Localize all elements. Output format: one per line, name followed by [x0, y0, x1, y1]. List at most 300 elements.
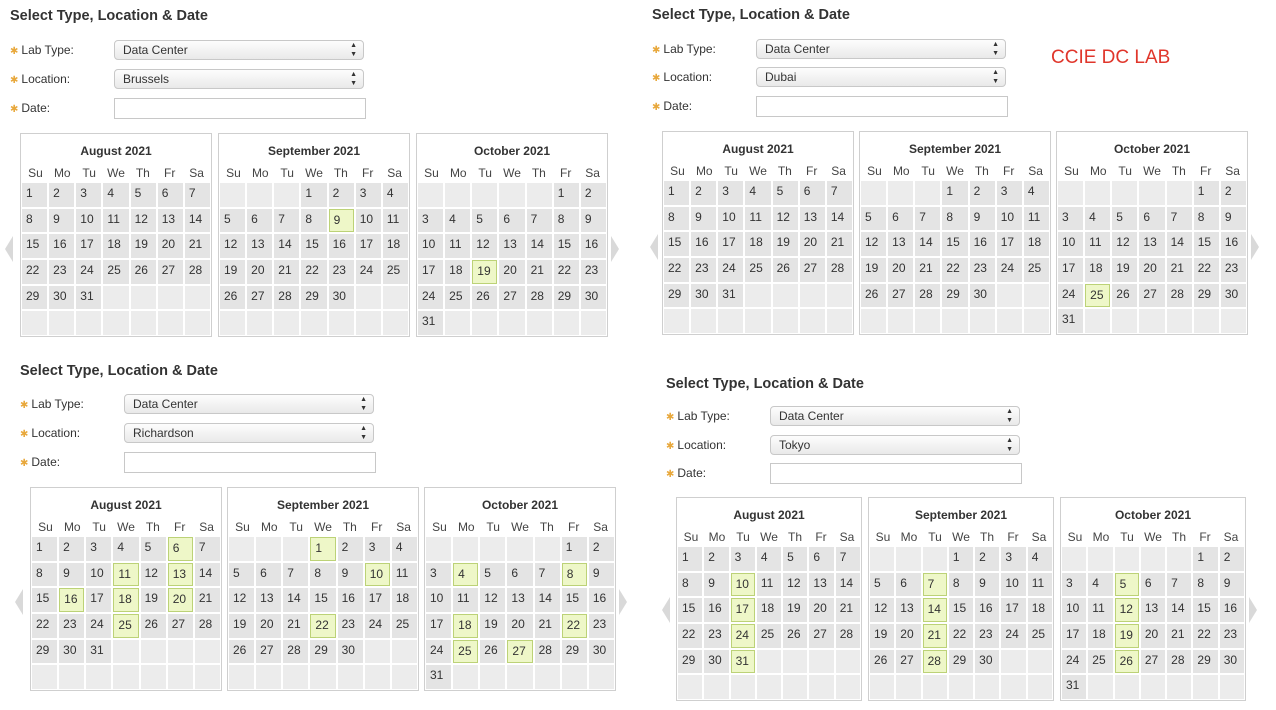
day-cell: 13	[247, 234, 272, 258]
day-cell: 15	[942, 232, 967, 256]
available-day[interactable]: 31	[731, 650, 755, 674]
lab-type-label	[666, 409, 730, 423]
weekday-label: Su	[226, 166, 241, 180]
weekday-label: We	[511, 520, 529, 534]
day-cell: 14	[195, 563, 220, 587]
day-cell: 1	[22, 183, 47, 207]
available-day[interactable]: 5	[1115, 573, 1139, 597]
day-cell: 29	[562, 640, 587, 664]
day-cell: 31	[1058, 309, 1083, 333]
day-cell: 16	[1221, 232, 1246, 256]
empty-day-cell	[915, 181, 940, 205]
day-cell: 29	[1194, 284, 1219, 308]
location-label-text: Location:	[31, 426, 81, 440]
available-day[interactable]: 14	[923, 598, 947, 622]
empty-day-cell	[827, 309, 852, 333]
empty-day-cell	[975, 675, 999, 699]
day-cell: 7	[827, 181, 852, 205]
day-cell: 9	[581, 209, 606, 233]
empty-day-cell	[185, 286, 210, 310]
day-cell: 25	[1024, 258, 1049, 282]
empty-day-cell	[445, 311, 470, 335]
day-cell: 11	[103, 209, 128, 233]
day-cell: 12	[220, 234, 245, 258]
day-cell: 20	[158, 234, 183, 258]
day-cell: 13	[888, 232, 913, 256]
available-day[interactable]: 10	[365, 563, 390, 587]
day-cell: 7	[185, 183, 210, 207]
weekday-label: We	[1143, 164, 1161, 178]
location-select[interactable]	[114, 69, 364, 89]
day-cell: 15	[554, 234, 579, 258]
day-cell: 12	[141, 563, 166, 587]
empty-day-cell	[195, 640, 220, 664]
day-cell: 4	[383, 183, 408, 207]
day-cell: 2	[59, 537, 84, 561]
location-label	[10, 72, 70, 86]
lab-type-value: Data Center	[779, 409, 844, 423]
next-month-arrow-icon[interactable]	[611, 236, 619, 262]
month-title: October 2021	[1114, 508, 1192, 522]
day-cell: 25	[383, 260, 408, 284]
date-input[interactable]	[770, 463, 1022, 484]
day-cell: 4	[757, 547, 781, 571]
weekday-label: Fr	[164, 166, 176, 180]
day-cell: 9	[589, 563, 614, 587]
day-cell: 23	[704, 624, 728, 648]
weekday-header	[32, 520, 220, 536]
available-day[interactable]: 19	[1115, 624, 1139, 648]
day-cell: 21	[185, 234, 210, 258]
day-cell: 13	[896, 598, 920, 622]
available-day[interactable]: 25	[453, 640, 478, 664]
empty-day-cell	[915, 309, 940, 333]
date-label	[652, 99, 692, 113]
day-cell: 27	[809, 624, 833, 648]
empty-day-cell	[664, 309, 689, 333]
available-day[interactable]: 20	[168, 588, 193, 612]
available-day[interactable]: 24	[731, 624, 755, 648]
day-cell: 11	[445, 234, 470, 258]
month-title: October 2021	[481, 498, 559, 512]
day-cell: 27	[1139, 284, 1164, 308]
day-cell: 3	[1001, 547, 1025, 571]
day-cell: 5	[141, 537, 166, 561]
date-label-text: Date:	[21, 101, 51, 115]
weekday-label: Fr	[1007, 530, 1019, 544]
weekday-label: Su	[38, 520, 53, 534]
day-cell: 11	[1085, 232, 1110, 256]
day-cell: 19	[1112, 258, 1137, 282]
day-cell: 12	[773, 207, 798, 231]
available-day[interactable]: 8	[562, 563, 587, 587]
weekday-label: Su	[683, 530, 699, 544]
available-day[interactable]: 22	[310, 614, 335, 638]
empty-day-cell	[383, 286, 408, 310]
day-cell: 24	[997, 258, 1022, 282]
prev-month-arrow-icon[interactable]	[662, 597, 670, 623]
day-cell: 18	[103, 234, 128, 258]
empty-day-cell	[103, 286, 128, 310]
day-cell: 12	[861, 232, 886, 256]
date-input[interactable]	[114, 98, 366, 119]
day-cell: 23	[581, 260, 606, 284]
date-row	[10, 98, 370, 120]
day-cell: 28	[535, 640, 560, 664]
date-input[interactable]	[124, 452, 376, 473]
day-cell: 26	[783, 624, 807, 648]
day-cell: 5	[472, 209, 497, 233]
available-day[interactable]: 18	[453, 614, 478, 638]
weekday-label: We	[952, 530, 970, 544]
day-cell: 26	[229, 640, 254, 664]
date-input[interactable]	[756, 96, 1008, 117]
prev-month-arrow-icon[interactable]	[15, 589, 23, 615]
weekday-label: Th	[145, 520, 160, 534]
day-cell: 2	[338, 537, 363, 561]
day-cell: 29	[32, 640, 57, 664]
day-cell: 20	[888, 258, 913, 282]
day-cell: 22	[554, 260, 579, 284]
weekday-header	[1062, 530, 1244, 546]
available-day[interactable]: 9	[329, 209, 354, 233]
empty-day-cell	[1001, 650, 1025, 674]
day-cell: 28	[195, 614, 220, 638]
required-star-icon: ✱	[10, 46, 19, 57]
location-value: Dubai	[765, 70, 797, 84]
required-star-icon: ✱	[652, 73, 661, 84]
weekday-label: Mo	[1092, 530, 1110, 544]
available-day[interactable]: 13	[168, 563, 193, 587]
location-row	[666, 435, 1026, 457]
weekday-label: Th	[777, 164, 792, 178]
empty-day-cell	[1028, 675, 1052, 699]
weekday-label: Sa	[839, 530, 855, 544]
day-cell: 28	[827, 258, 852, 282]
weekday-label: Su	[424, 166, 439, 180]
day-cell: 14	[915, 232, 940, 256]
empty-day-cell	[113, 640, 138, 664]
next-month-arrow-icon[interactable]	[619, 589, 627, 615]
available-day[interactable]: 6	[168, 537, 193, 561]
day-cell: 8	[22, 209, 47, 233]
empty-day-cell	[773, 284, 798, 308]
day-cell: 9	[49, 209, 74, 233]
day-cell: 10	[76, 209, 101, 233]
day-cell: 18	[1085, 258, 1110, 282]
day-cell: 6	[507, 563, 532, 587]
day-cell: 30	[975, 650, 999, 674]
day-cell: 8	[554, 209, 579, 233]
day-cell: 16	[970, 232, 995, 256]
empty-day-cell	[256, 665, 281, 689]
empty-day-cell	[589, 665, 614, 689]
day-cell: 14	[274, 234, 299, 258]
day-cell: 16	[581, 234, 606, 258]
day-cell: 2	[329, 183, 354, 207]
day-cell: 29	[310, 640, 335, 664]
month-title: August 2021	[733, 508, 805, 522]
lab-type-select[interactable]	[770, 406, 1020, 426]
day-cell: 6	[499, 209, 524, 233]
weekday-label: Su	[1064, 164, 1079, 178]
available-day[interactable]: 11	[113, 563, 138, 587]
available-day[interactable]: 4	[453, 563, 478, 587]
day-cell: 5	[783, 547, 807, 571]
weekday-label: Sa	[1028, 164, 1043, 178]
day-cell: 18	[445, 260, 470, 284]
day-cell: 31	[426, 665, 451, 689]
available-day[interactable]: 1	[310, 537, 335, 561]
empty-day-cell	[392, 665, 417, 689]
available-day[interactable]: 10	[731, 573, 755, 597]
day-cell: 28	[1167, 284, 1192, 308]
day-cell: 9	[59, 563, 84, 587]
empty-day-cell	[356, 311, 381, 335]
available-day[interactable]: 25	[1085, 284, 1110, 308]
day-cell: 26	[220, 286, 245, 310]
day-cell: 29	[301, 286, 326, 310]
lab-type-value: Data Center	[133, 397, 198, 411]
weekday-label: Mo	[892, 164, 910, 178]
day-cell: 11	[757, 573, 781, 597]
empty-day-cell	[1139, 309, 1164, 333]
day-cell: 4	[1028, 547, 1052, 571]
weekday-label: Mo	[260, 520, 278, 534]
day-cell: 19	[220, 260, 245, 284]
day-cell: 20	[499, 260, 524, 284]
day-cell: 6	[800, 181, 825, 205]
date-row	[666, 463, 1026, 485]
empty-day-cell	[383, 311, 408, 335]
available-day[interactable]: 27	[507, 640, 532, 664]
day-cell: 9	[970, 207, 995, 231]
available-day[interactable]: 28	[923, 650, 947, 674]
day-cell: 24	[1062, 650, 1086, 674]
day-grid	[220, 183, 408, 335]
empty-day-cell	[923, 675, 947, 699]
day-cell: 2	[970, 181, 995, 205]
empty-day-cell	[1088, 675, 1112, 699]
day-cell: 6	[256, 563, 281, 587]
weekday-label: Tu	[1118, 164, 1132, 178]
location-label-text: Location:	[663, 70, 713, 84]
empty-day-cell	[499, 183, 524, 207]
day-cell: 12	[472, 234, 497, 258]
day-cell: 17	[76, 234, 101, 258]
weekday-header	[861, 164, 1049, 180]
date-row	[20, 452, 380, 474]
day-cell: 17	[1058, 258, 1083, 282]
available-day[interactable]: 17	[731, 598, 755, 622]
empty-day-cell	[1221, 309, 1246, 333]
lab-type-select[interactable]	[756, 39, 1006, 59]
empty-day-cell	[49, 311, 74, 335]
lab-type-label	[652, 42, 716, 56]
day-cell: 22	[301, 260, 326, 284]
empty-day-cell	[836, 650, 860, 674]
available-day[interactable]: 21	[923, 624, 947, 648]
empty-day-cell	[923, 547, 947, 571]
prev-month-arrow-icon[interactable]	[5, 236, 13, 262]
available-day[interactable]: 7	[923, 573, 947, 597]
required-star-icon: ✱	[10, 104, 19, 115]
day-cell: 16	[589, 588, 614, 612]
day-cell: 17	[1001, 598, 1025, 622]
weekday-label: Th	[333, 166, 348, 180]
prev-month-arrow-icon[interactable]	[650, 234, 658, 260]
lab-type-select[interactable]	[124, 394, 374, 414]
month-title: August 2021	[80, 144, 152, 158]
day-cell: 7	[527, 209, 552, 233]
location-select[interactable]	[770, 435, 1020, 455]
weekday-label: Tu	[921, 164, 935, 178]
location-select[interactable]	[756, 67, 1006, 87]
weekday-label: Tu	[289, 520, 303, 534]
day-cell: 6	[888, 207, 913, 231]
available-day[interactable]: 26	[1115, 650, 1139, 674]
day-grid	[426, 537, 614, 689]
weekday-label: Su	[235, 520, 250, 534]
day-cell: 6	[1141, 573, 1165, 597]
select-arrows-icon: ▲ ▼	[350, 42, 357, 58]
day-cell: 12	[131, 209, 156, 233]
day-cell: 14	[185, 209, 210, 233]
day-cell: 26	[1112, 284, 1137, 308]
day-cell: 1	[32, 537, 57, 561]
empty-day-cell	[718, 309, 743, 333]
empty-day-cell	[1139, 181, 1164, 205]
empty-day-cell	[783, 675, 807, 699]
day-cell: 4	[1088, 573, 1112, 597]
location-row	[652, 67, 1012, 89]
day-cell: 30	[59, 640, 84, 664]
day-cell: 13	[1141, 598, 1165, 622]
day-cell: 22	[32, 614, 57, 638]
day-cell: 21	[915, 258, 940, 282]
weekday-label: Tu	[928, 530, 942, 544]
day-cell: 20	[1141, 624, 1165, 648]
available-day[interactable]: 18	[113, 588, 138, 612]
lab-type-select[interactable]	[114, 40, 364, 60]
day-cell: 26	[472, 286, 497, 310]
select-arrows-icon: ▲ ▼	[1006, 408, 1013, 424]
month-calendar	[1056, 131, 1248, 335]
day-cell: 23	[49, 260, 74, 284]
day-cell: 28	[1167, 650, 1191, 674]
lab-type-label	[20, 397, 84, 411]
available-day[interactable]: 12	[1115, 598, 1139, 622]
weekday-label: Fr	[806, 164, 818, 178]
day-cell: 29	[1193, 650, 1217, 674]
location-select[interactable]	[124, 423, 374, 443]
day-grid	[870, 547, 1052, 699]
empty-day-cell	[507, 537, 532, 561]
day-cell: 12	[480, 588, 505, 612]
empty-day-cell	[418, 183, 443, 207]
day-cell: 23	[59, 614, 84, 638]
location-row	[10, 69, 370, 91]
day-cell: 15	[949, 598, 973, 622]
month-calendar	[676, 497, 862, 701]
day-cell: 28	[836, 624, 860, 648]
day-cell: 15	[1194, 232, 1219, 256]
day-cell: 8	[1193, 573, 1217, 597]
empty-day-cell	[426, 537, 451, 561]
available-day[interactable]: 19	[472, 260, 497, 284]
empty-day-cell	[113, 665, 138, 689]
day-cell: 11	[383, 209, 408, 233]
day-cell: 14	[836, 573, 860, 597]
next-month-arrow-icon[interactable]	[1249, 597, 1257, 623]
next-month-arrow-icon[interactable]	[1251, 234, 1259, 260]
weekday-label: Fr	[174, 520, 186, 534]
required-star-icon: ✱	[666, 441, 675, 452]
available-day[interactable]: 22	[562, 614, 587, 638]
date-row	[652, 96, 1012, 118]
day-cell: 26	[131, 260, 156, 284]
available-day[interactable]: 25	[113, 614, 138, 638]
empty-day-cell	[86, 665, 111, 689]
empty-day-cell	[896, 547, 920, 571]
day-cell: 16	[704, 598, 728, 622]
weekday-header	[418, 166, 606, 182]
day-cell: 11	[453, 588, 478, 612]
lab-type-value: Data Center	[123, 43, 188, 57]
month-calendar	[662, 131, 854, 335]
day-cell: 25	[445, 286, 470, 310]
empty-day-cell	[800, 284, 825, 308]
day-cell: 29	[678, 650, 702, 674]
day-cell: 10	[418, 234, 443, 258]
weekday-header	[664, 164, 852, 180]
empty-day-cell	[1028, 650, 1052, 674]
day-cell: 19	[773, 232, 798, 256]
empty-day-cell	[480, 665, 505, 689]
day-cell: 1	[301, 183, 326, 207]
empty-day-cell	[1112, 181, 1137, 205]
weekday-label: Mo	[708, 530, 726, 544]
empty-day-cell	[22, 311, 47, 335]
day-cell: 15	[32, 588, 57, 612]
day-grid	[678, 547, 860, 699]
weekday-label: Mo	[695, 164, 713, 178]
day-cell: 2	[581, 183, 606, 207]
day-cell: 2	[1221, 181, 1246, 205]
day-cell: 30	[581, 286, 606, 310]
day-cell: 19	[861, 258, 886, 282]
empty-day-cell	[168, 665, 193, 689]
day-cell: 24	[365, 614, 390, 638]
weekday-label: We	[117, 520, 135, 534]
day-cell: 24	[86, 614, 111, 638]
empty-day-cell	[773, 309, 798, 333]
select-arrows-icon: ▲ ▼	[992, 69, 999, 85]
day-cell: 7	[1167, 573, 1191, 597]
month-calendar	[30, 487, 222, 691]
day-cell: 27	[247, 286, 272, 310]
empty-day-cell	[997, 284, 1022, 308]
day-cell: 8	[32, 563, 57, 587]
location-label	[652, 70, 712, 84]
weekday-header	[220, 166, 408, 182]
empty-day-cell	[888, 309, 913, 333]
day-cell: 19	[229, 614, 254, 638]
empty-day-cell	[1167, 675, 1191, 699]
empty-day-cell	[32, 665, 57, 689]
empty-day-cell	[229, 537, 254, 561]
available-day[interactable]: 16	[59, 588, 84, 612]
